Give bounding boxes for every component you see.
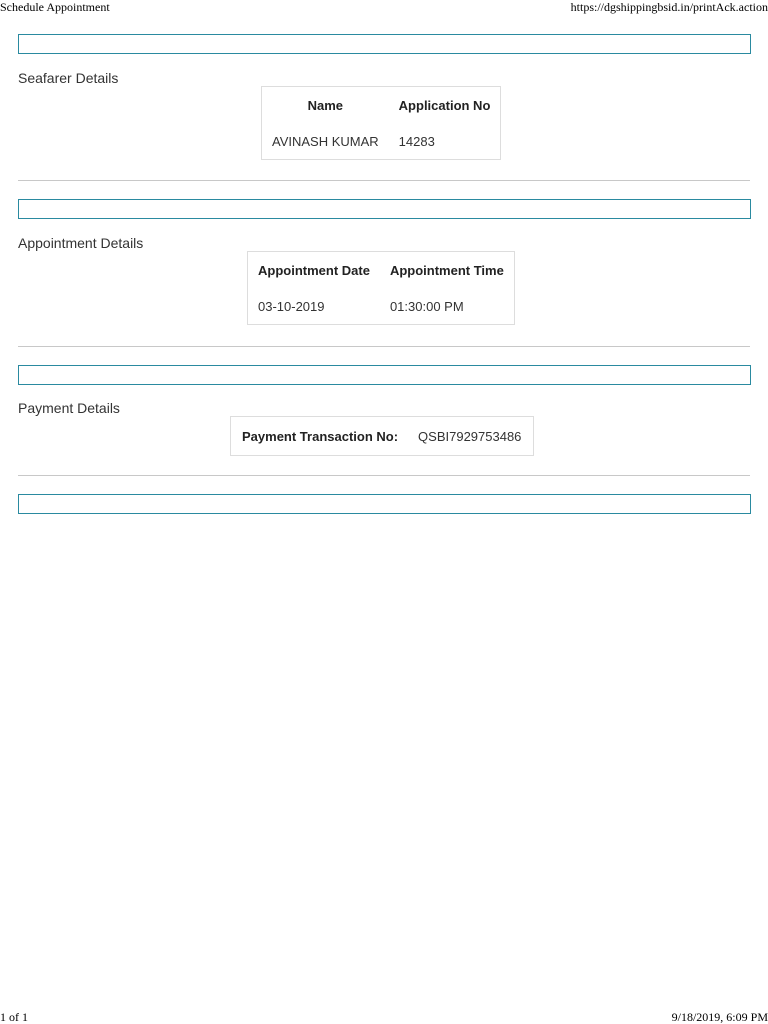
print-page-count: 1 of 1 <box>0 1010 28 1024</box>
payment-transaction-label: Payment Transaction No: <box>242 428 399 444</box>
print-page-url: https://dgshippingbsid.in/printAck.action <box>570 0 768 14</box>
seafarer-name-value: AVINASH KUMAR <box>272 133 379 149</box>
seafarer-details-title: Seafarer Details <box>18 70 119 86</box>
section-header-bar <box>18 199 751 219</box>
payment-transaction-value: QSBI7929753486 <box>418 428 522 444</box>
table-row <box>248 288 514 324</box>
name-column-header: Name <box>307 97 344 113</box>
section-divider <box>18 475 750 476</box>
payment-details-table <box>230 416 534 456</box>
appointment-details-table <box>247 251 515 325</box>
table-row <box>262 123 500 159</box>
print-page-title: Schedule Appointment <box>0 0 110 14</box>
section-header-bar <box>18 34 751 54</box>
application-no-value: 14283 <box>398 133 435 149</box>
section-divider <box>18 346 750 347</box>
print-datetime: 9/18/2019, 6:09 PM <box>671 1010 768 1024</box>
payment-details-title: Payment Details <box>18 400 120 416</box>
section-divider <box>18 180 750 181</box>
table-header-row <box>262 87 500 123</box>
appointment-time-column-header: Appointment Time <box>389 262 504 278</box>
appointment-date-value: 03-10-2019 <box>258 298 325 314</box>
appointment-date-column-header: Appointment Date <box>258 262 370 278</box>
application-no-column-header: Application No <box>398 97 491 113</box>
appointment-details-title: Appointment Details <box>18 235 144 251</box>
appointment-time-value: 01:30:00 PM <box>389 298 464 314</box>
table-header-row <box>248 252 514 288</box>
section-header-bar <box>18 494 751 514</box>
section-header-bar <box>18 365 751 385</box>
seafarer-details-table <box>261 86 501 160</box>
table-row <box>231 417 533 455</box>
